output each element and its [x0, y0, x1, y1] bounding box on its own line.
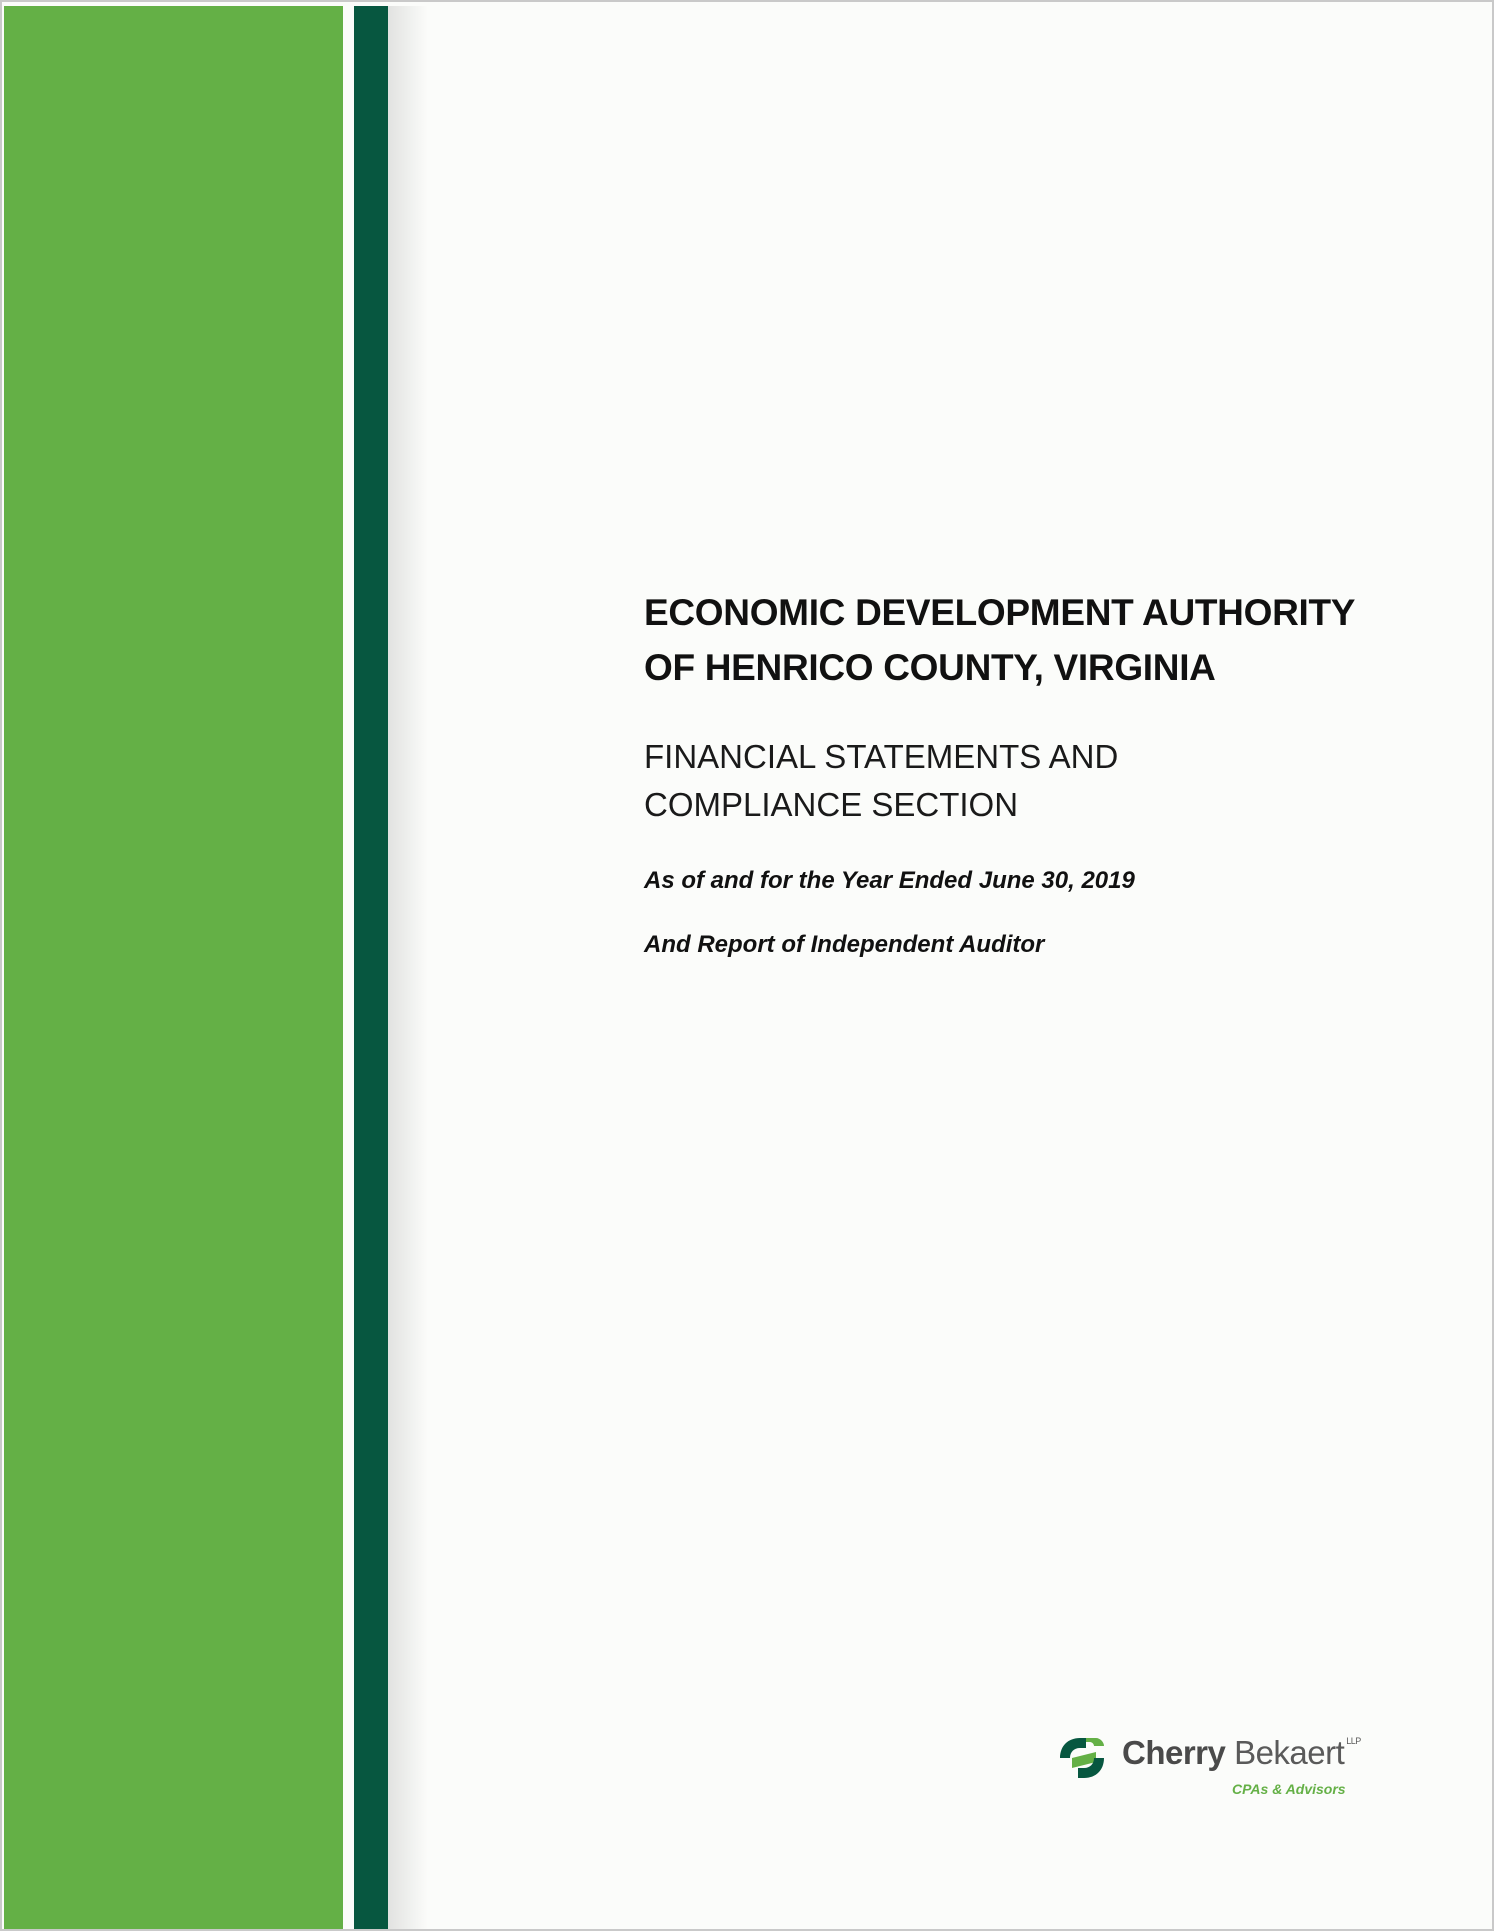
cover-title-line-1: ECONOMIC DEVELOPMENT AUTHORITY [644, 592, 1356, 633]
cherry-bekaert-logo-mark-icon [1052, 1728, 1112, 1788]
dark-green-stripe [354, 6, 388, 1929]
firm-logo [1052, 1728, 1372, 1800]
auditor-report-line: And Report of Independent Auditor [644, 931, 1045, 958]
cover-subtitle-line-1: FINANCIAL STATEMENTS AND [644, 738, 1119, 775]
cover-subtitle-line-2: COMPLIANCE SECTION [644, 786, 1019, 823]
band-separator [343, 6, 354, 1929]
cover-title-line-2: OF HENRICO COUNTY, VIRGINIA [644, 647, 1216, 688]
green-side-band [4, 6, 343, 1929]
firm-name-second: Bekaert [1234, 1734, 1345, 1771]
firm-name-first: Cherry [1122, 1734, 1226, 1771]
firm-name-suffix: LLP [1346, 1736, 1361, 1746]
cover-title [644, 585, 1404, 695]
firm-name [1122, 1734, 1361, 1772]
cover-subtitle [644, 733, 1118, 829]
firm-tagline: CPAs & Advisors [1232, 1781, 1346, 1797]
stripe-shadow [388, 6, 428, 1929]
cover-title-block [644, 585, 1404, 958]
reporting-period: As of and for the Year Ended June 30, 2019 [644, 867, 1135, 894]
